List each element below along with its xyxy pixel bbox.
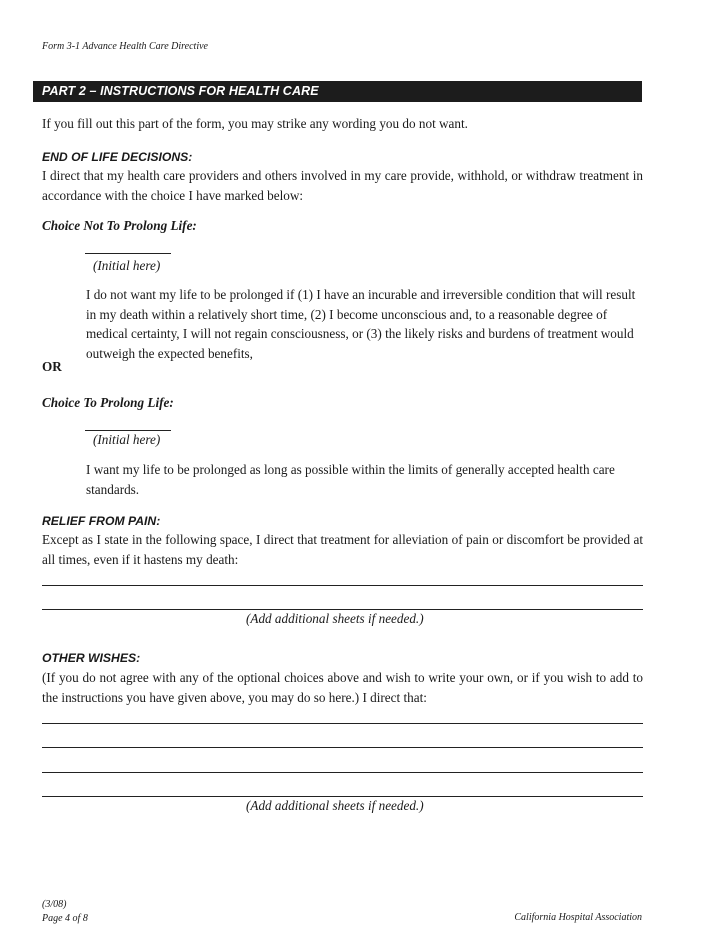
footer-org: California Hospital Association [514, 912, 642, 923]
form-header: Form 3-1 Advance Health Care Directive [42, 41, 208, 52]
initial-line-not-prolong[interactable] [85, 253, 171, 254]
initial-label-not-prolong: (Initial here) [93, 258, 161, 273]
choice-prolong-text: I want my life to be prolonged as long as possible within the limits of generally accepted health care standards. [86, 462, 615, 497]
other-wishes-text: (If you do not agree with any of the optional choices above and wish to write your own, or if you wish to add to the instructions you have given above, you may do so here.) I direct that: [42, 670, 643, 705]
other-write-line-4[interactable] [42, 796, 643, 797]
end-of-life-text: I direct that my health care providers and others involved in my care provide, withhold, or withdraw treatment in accordance with the choice I have marked below: [42, 168, 643, 203]
choice-not-prolong-heading: Choice Not To Prolong Life: [42, 218, 197, 233]
intro-text: If you fill out this part of the form, you may strike any wording you do not want. [42, 116, 468, 131]
other-write-line-3[interactable] [42, 772, 643, 773]
part-banner [33, 81, 642, 102]
relief-note: (Add additional sheets if needed.) [246, 611, 424, 626]
footer-left [42, 898, 88, 926]
end-of-life-heading: END OF LIFE DECISIONS: [42, 150, 193, 164]
footer-page: Page 4 of 8 [42, 913, 88, 924]
relief-write-line-1[interactable] [42, 585, 643, 586]
relief-write-line-2[interactable] [42, 609, 643, 610]
initial-line-prolong[interactable] [85, 430, 171, 431]
choice-prolong-heading: Choice To Prolong Life: [42, 395, 174, 410]
choice-not-prolong-text: I do not want my life to be prolonged if (1) I have an incurable and irreversible condition that will result in my death within a relatively short time, (2) I become unconscious and, to a reasonable degree of medical certainty, I will not regain consciousness, or (3) the likely risks and burdens of treatment would outweigh the expected benefits, [86, 287, 636, 361]
other-wishes-note: (Add additional sheets if needed.) [246, 798, 424, 813]
or-label: OR [42, 359, 62, 374]
other-wishes-heading: OTHER WISHES: [42, 651, 141, 665]
part-title: PART 2 – INSTRUCTIONS FOR HEALTH CARE [42, 84, 319, 98]
other-write-line-2[interactable] [42, 747, 643, 748]
initial-label-prolong: (Initial here) [93, 432, 161, 447]
other-write-line-1[interactable] [42, 723, 643, 724]
relief-text: Except as I state in the following space, I direct that treatment for alleviation of pain or discomfort be provided at all times, even if it hastens my death: [42, 532, 643, 567]
relief-heading: RELIEF FROM PAIN: [42, 514, 161, 528]
footer-date: (3/08) [42, 899, 67, 910]
